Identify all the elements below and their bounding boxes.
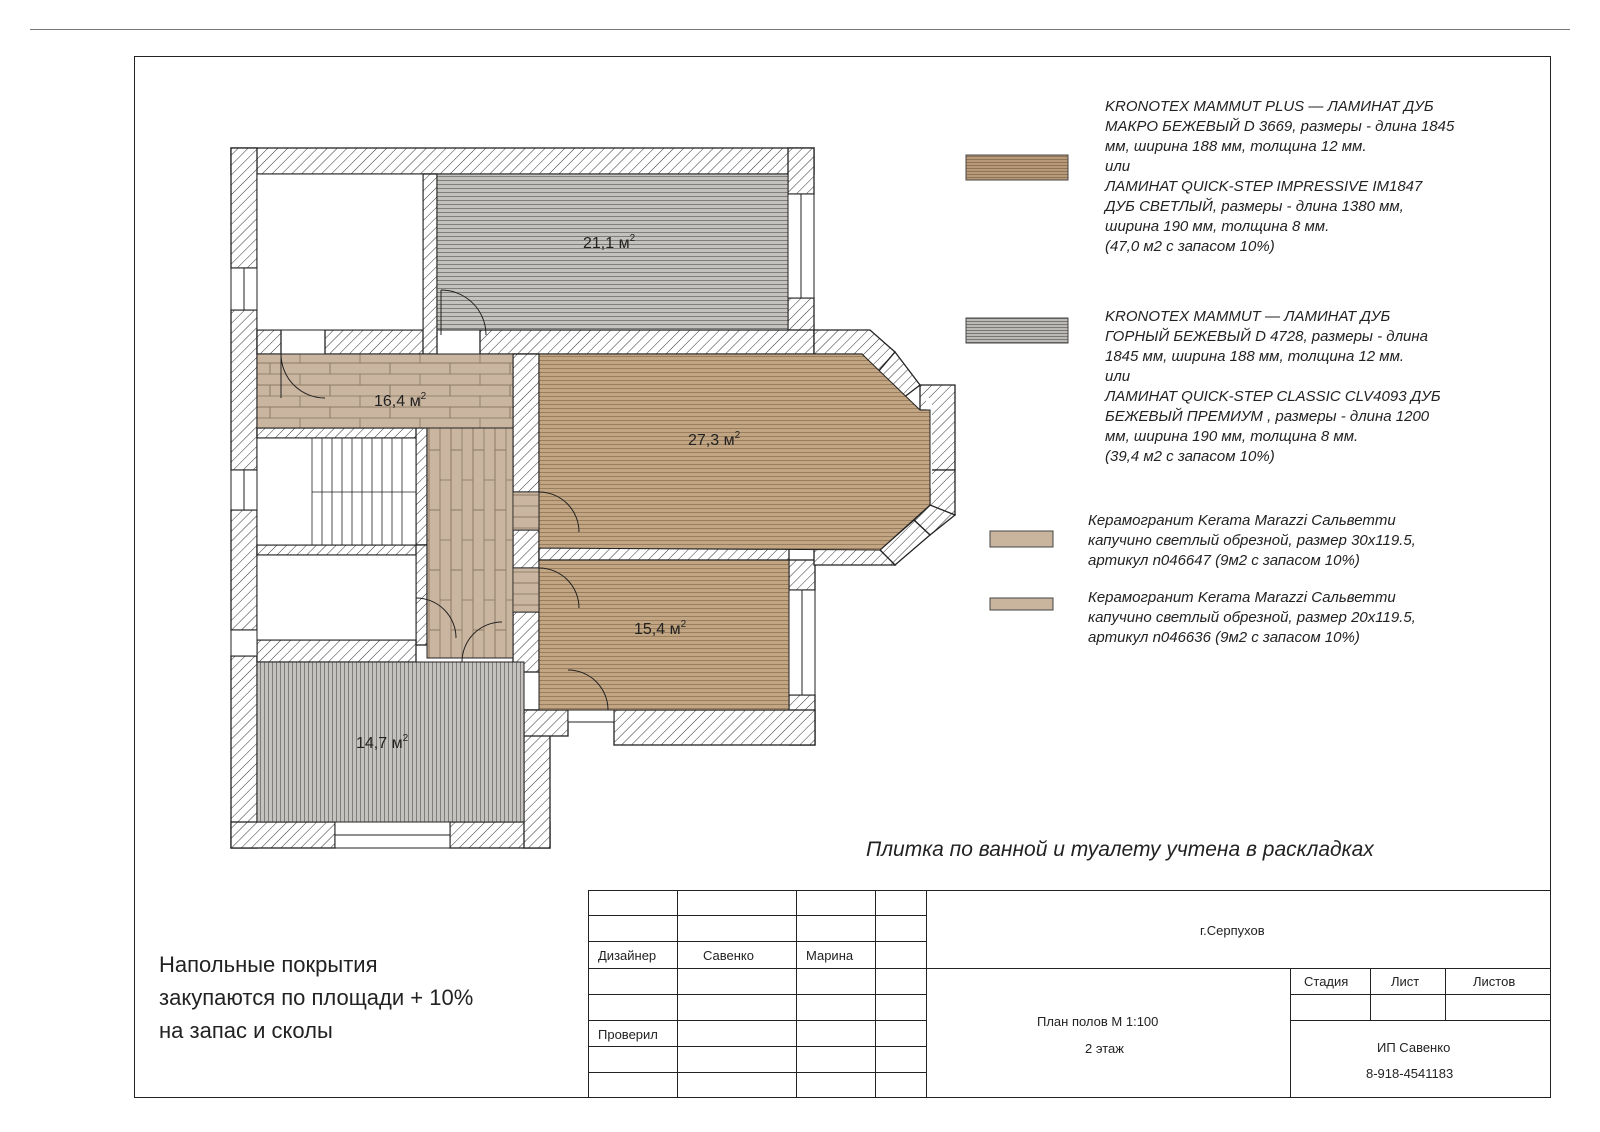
staircase	[257, 438, 416, 545]
sheet-label: Лист	[1391, 974, 1420, 989]
area-label-16: 16,4 $м^2$	[374, 391, 427, 410]
drawing-title: План полов М 1:100	[1037, 1014, 1159, 1029]
legend-text-tile-30: Керамогранит Kerama Marazzi Сальветти капучино светлый обрезной, размер 30х119.5, артикул n046647 (9м2 с запасом 10%)	[1088, 512, 1416, 569]
city: г.Серпухов	[1200, 923, 1265, 938]
legend-swatch-tile-20	[990, 598, 1053, 610]
company-name: ИП Савенко	[1377, 1040, 1451, 1055]
purchase-note: Напольные покрытия закупаются по площади + 10% на запас и сколы	[159, 952, 474, 1043]
designer-name: Савенко	[703, 948, 754, 963]
legend-swatch-laminate-light	[966, 155, 1068, 180]
designer-first-name: Марина	[806, 948, 854, 963]
threshold-tile	[513, 492, 539, 530]
legend-swatch-laminate-gray	[966, 318, 1068, 343]
company-phone: 8-918-4541183	[1366, 1066, 1454, 1081]
area-label-14: 14,7 $м^2$	[356, 733, 409, 752]
legend-text-tile-20: Керамогранит Kerama Marazzi Сальветти капучино светлый обрезной, размер 20х119.5, артикул n046636 (9м2 с запасом 10%)	[1088, 589, 1416, 646]
storage-room	[257, 555, 416, 640]
room-top-left	[257, 174, 423, 330]
hall-floor	[257, 354, 513, 428]
floor-label: 2 этаж	[1085, 1041, 1124, 1056]
room-21-floor	[437, 174, 788, 330]
legend-swatch-tile-30	[990, 531, 1053, 547]
checked-label: Проверил	[598, 1027, 658, 1042]
room-27-floor	[539, 354, 930, 550]
threshold-tile-2	[513, 568, 539, 612]
area-label-21: 21,1 $м^2$	[583, 233, 636, 252]
hall-corridor-floor	[427, 428, 513, 658]
legend-text-laminate-gray: KRONOTEX MAMMUT — ЛАМИНАТ ДУБ ГОРНЫЙ БЕЖЕВЫЙ D 4728, размеры - длина 1845 мм, ширина 188 мм, толщина 12 мм. или ЛАМИНАТ QUICK-STEP CLASSIC CLV4093 ДУБ БЕЖЕВЫЙ ПРЕМИУМ , размеры - длина 1200 мм, ширина 190 мм, толщина 8 мм. (39,4 м2 с запасом 10%)	[1105, 308, 1441, 465]
area-label-15: 15,4 $м^2$	[634, 619, 687, 638]
designer-label: Дизайнер	[598, 948, 657, 963]
area-label-27: 27,3 $м^2$	[688, 430, 741, 449]
sheets-label: Листов	[1473, 974, 1516, 989]
legend-text-laminate-light: KRONOTEX MAMMUT PLUS — ЛАМИНАТ ДУБ МАКРО БЕЖЕВЫЙ D 3669, размеры - длина 1845 мм, ширина 188 мм, толщина 12 мм. или ЛАМИНАТ QUICK-STEP IMPRESSIVE IM1847 ДУБ СВЕТЛЫЙ, размеры - длина 1380 мм, ширина 190 мм, толщина 8 мм. (47,0 м2 с запасом 10%)	[1105, 98, 1455, 255]
stage-label: Стадия	[1304, 974, 1349, 989]
tiles-note: Плитка по ванной и туалету учтена в раскладках	[866, 838, 1374, 861]
